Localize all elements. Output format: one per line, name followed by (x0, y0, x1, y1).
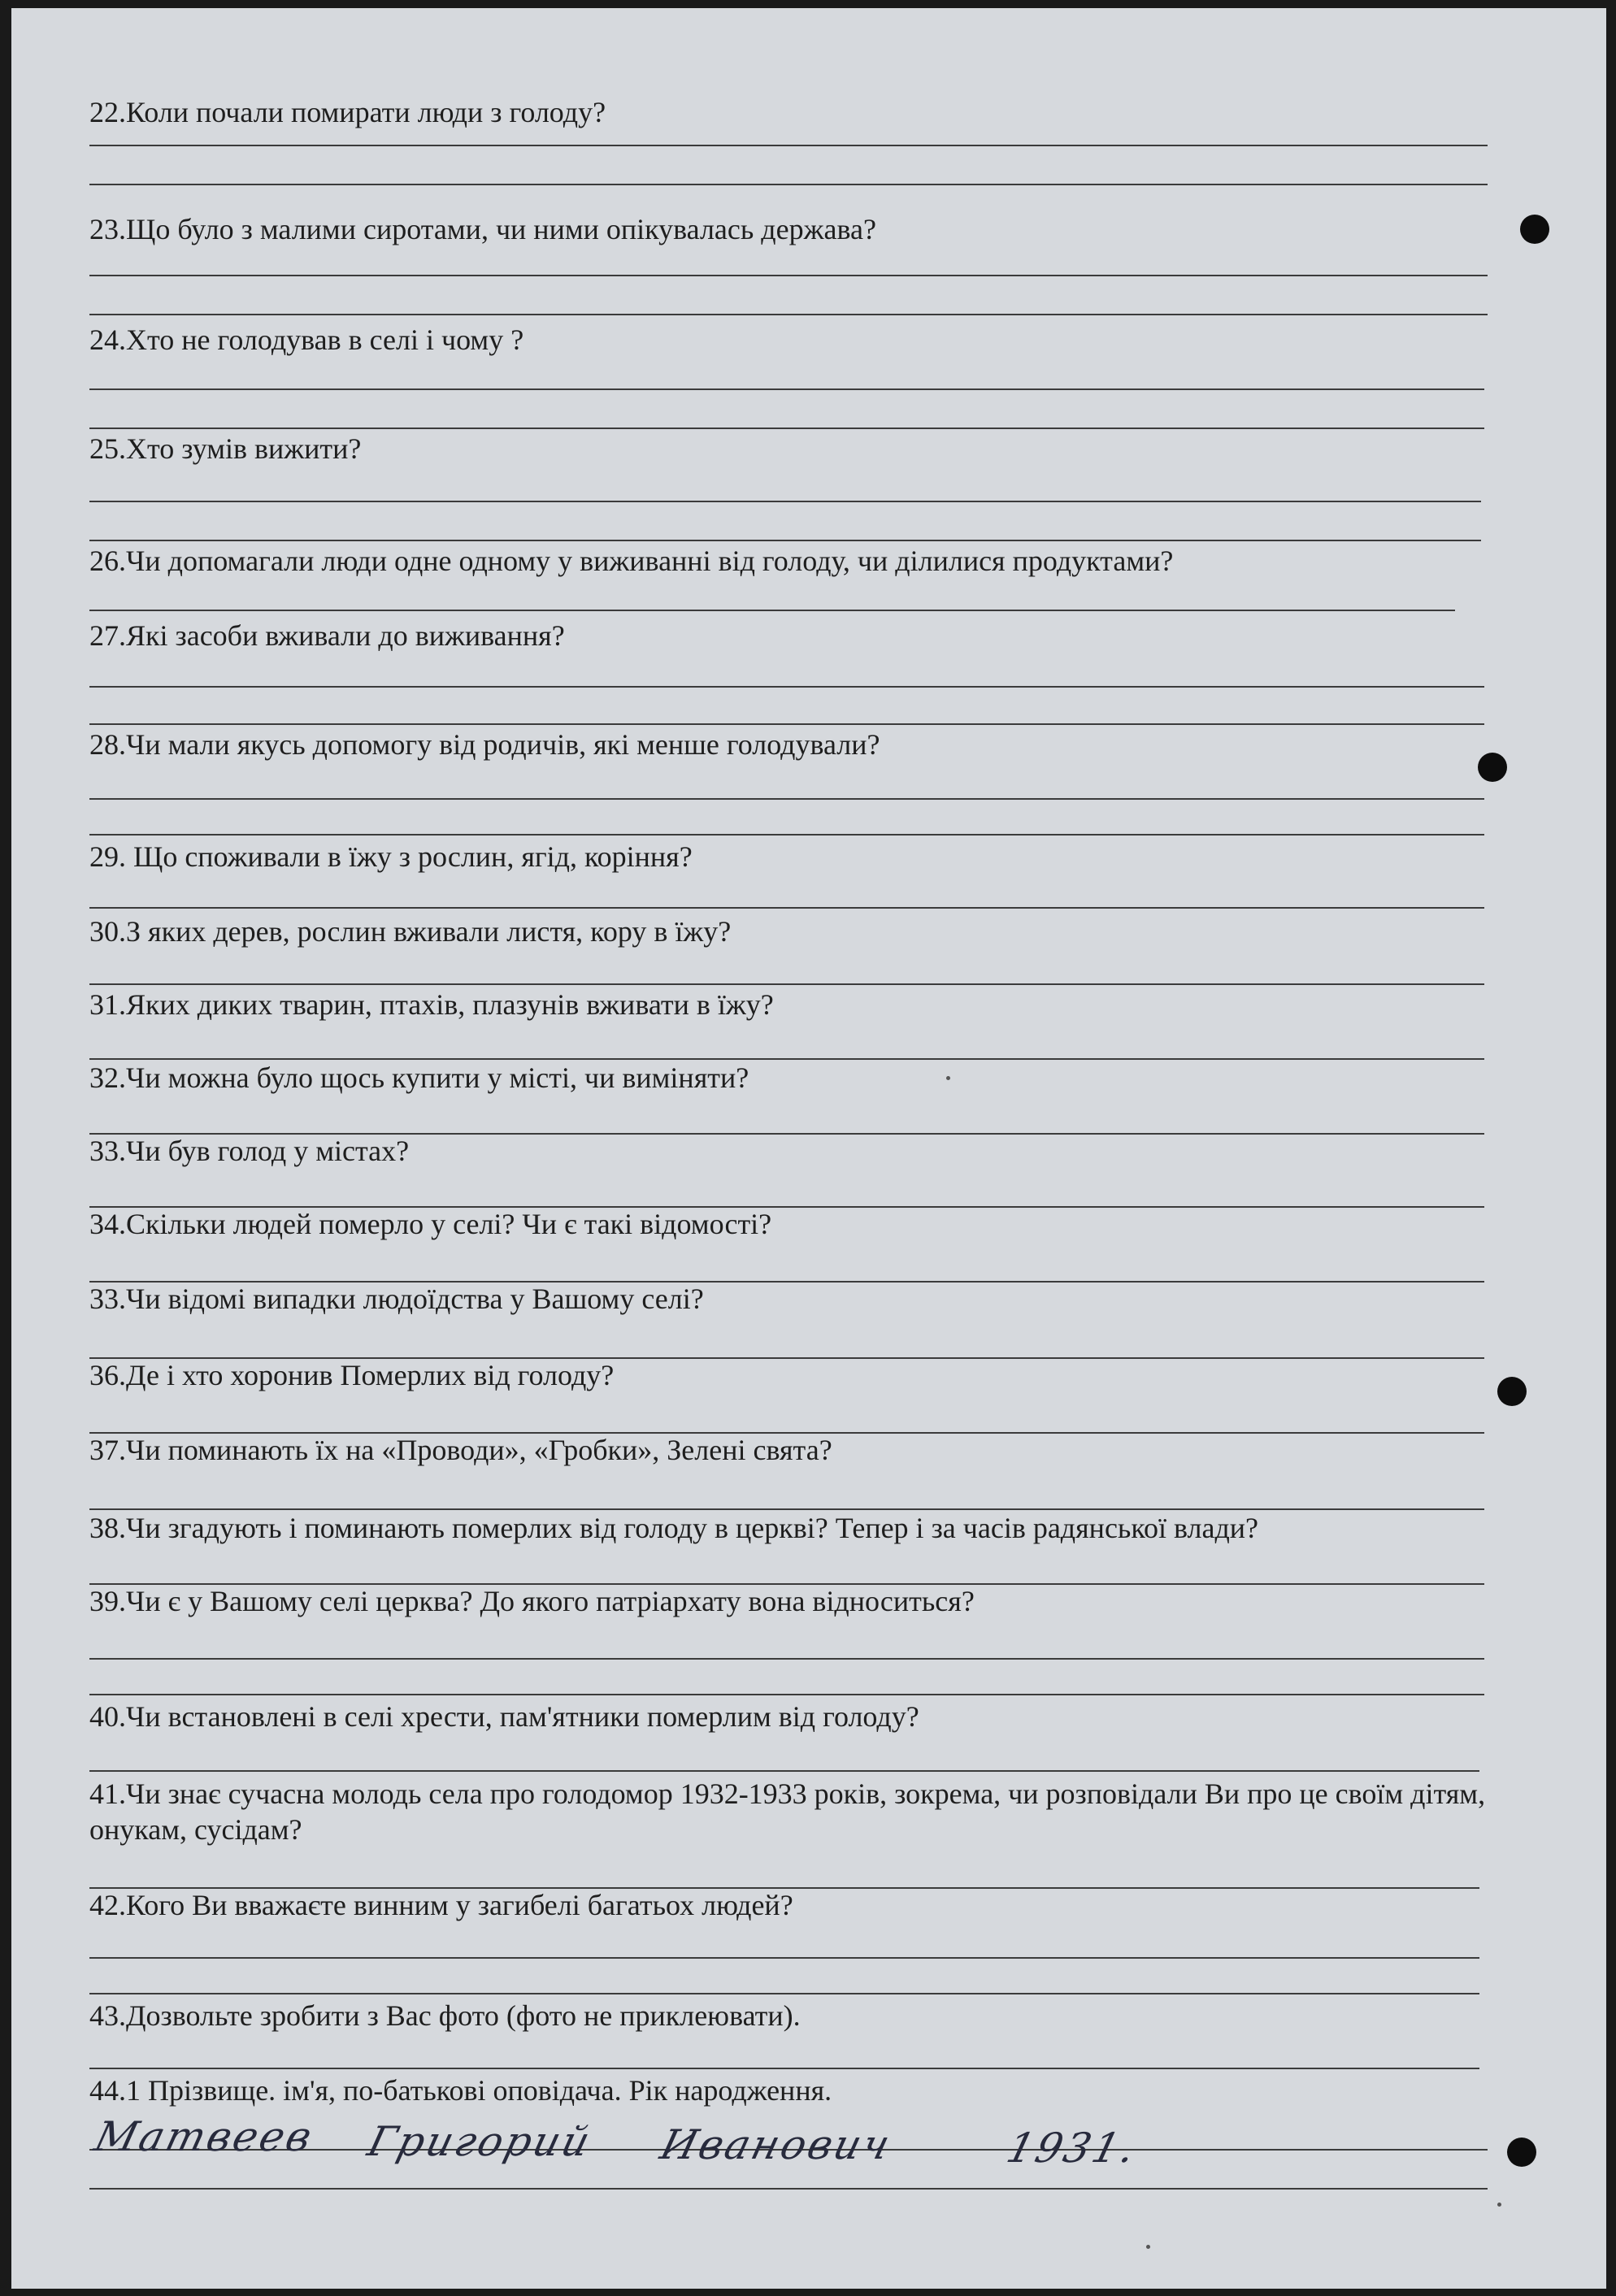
question-40: 40.Чи встановлені в селі хрести, пам'ятники померлим від голоду? (89, 1700, 919, 1733)
answer-line (89, 798, 1484, 800)
question-38: 38.Чи згадують і поминають померлих від голоду в церкві? Тепер і за часів радянської влади? (89, 1512, 1259, 1544)
answer-line (89, 1770, 1479, 1772)
question-30: 30.З яких дерев, рослин вживали листя, кору в їжу? (89, 915, 732, 948)
question-36: 36.Де і хто хоронив Померлих від голоду? (89, 1359, 615, 1391)
question-43: 43.Дозвольте зробити з Вас фото (фото не приклеювати). (89, 1999, 801, 2032)
question-44: 44.1 Прізвище. ім'я, по-батькові оповідача. Рік народження. (89, 2074, 832, 2107)
answer-line (89, 1993, 1479, 1994)
question-37: 37.Чи поминають їх на «Проводи», «Гробки», Зелені свята? (89, 1434, 832, 1466)
handwritten-first-name: Григорий (363, 2118, 597, 2165)
question-22: 22.Коли почали помирати люди з голоду? (89, 96, 606, 128)
answer-line (89, 145, 1488, 146)
question-34: 34.Скільки людей померло у селі? Чи є такі відомості? (89, 1208, 772, 1240)
question-41: 41.Чи знає сучасна молодь села про голодомор 1932-1933 років, зокрема, чи розповідали Ви про це своїм дітям, онукам, сусідам? (89, 1777, 1486, 1846)
punch-hole (1507, 2138, 1536, 2167)
question-33a: 33.Чи був голод у містах? (89, 1135, 410, 1167)
answer-line (89, 1658, 1484, 1660)
speck (946, 1076, 950, 1080)
question-26: 26.Чи допомагали люди одне одному у виживанні від голоду, чи ділилися продуктами? (89, 545, 1174, 577)
punch-hole (1520, 215, 1549, 244)
answer-line (89, 983, 1484, 985)
question-29: 29. Що споживали в їжу з рослин, ягід, коріння? (89, 840, 693, 873)
answer-line (89, 723, 1484, 725)
speck (1146, 2245, 1150, 2249)
answer-line (89, 1508, 1484, 1510)
punch-hole (1478, 753, 1507, 782)
answer-line (89, 1957, 1479, 1959)
answer-line (89, 1694, 1484, 1695)
answer-line (89, 907, 1484, 909)
punch-hole (1497, 1377, 1527, 1406)
answer-line (89, 2068, 1479, 2069)
speck (1497, 2203, 1501, 2207)
answer-line (89, 501, 1481, 502)
answer-line (89, 428, 1484, 429)
answer-line (89, 1058, 1484, 1060)
answer-line (89, 314, 1488, 315)
question-24: 24.Хто не голодував в селі і чому ? (89, 323, 524, 356)
questionnaire-page (11, 8, 1606, 2289)
answer-line (89, 834, 1484, 836)
answer-line (89, 184, 1488, 185)
question-28: 28.Чи мали якусь допомогу від родичів, які менше голодували? (89, 728, 880, 761)
answer-line (89, 686, 1484, 688)
answer-line (89, 610, 1455, 611)
question-27: 27.Які засоби вживали до виживання? (89, 619, 565, 652)
question-23: 23.Що було з малими сиротами, чи ними опікувалась держава? (89, 213, 876, 245)
answer-line (89, 2188, 1488, 2190)
answer-line (89, 540, 1481, 541)
question-31: 31.Яких диких тварин, птахів, плазунів вживати в їжу? (89, 988, 774, 1021)
question-39: 39.Чи є у Вашому селі церква? До якого патріархату вона відноситься? (89, 1585, 975, 1617)
answer-line (89, 275, 1488, 276)
question-33b: 33.Чи відомі випадки людоїдства у Вашому селі? (89, 1283, 704, 1315)
handwritten-patronymic: Иванович (655, 2121, 897, 2168)
question-42: 42.Кого Ви вважаєте винним у загибелі багатьох людей? (89, 1889, 793, 1921)
answer-line (89, 388, 1484, 390)
question-32: 32.Чи можна було щось купити у місті, чи виміняти? (89, 1061, 749, 1094)
handwritten-year: 1931. (1001, 2125, 1143, 2172)
question-25: 25.Хто зумів вижити? (89, 432, 362, 465)
handwritten-surname: Матвеев (89, 2113, 319, 2160)
